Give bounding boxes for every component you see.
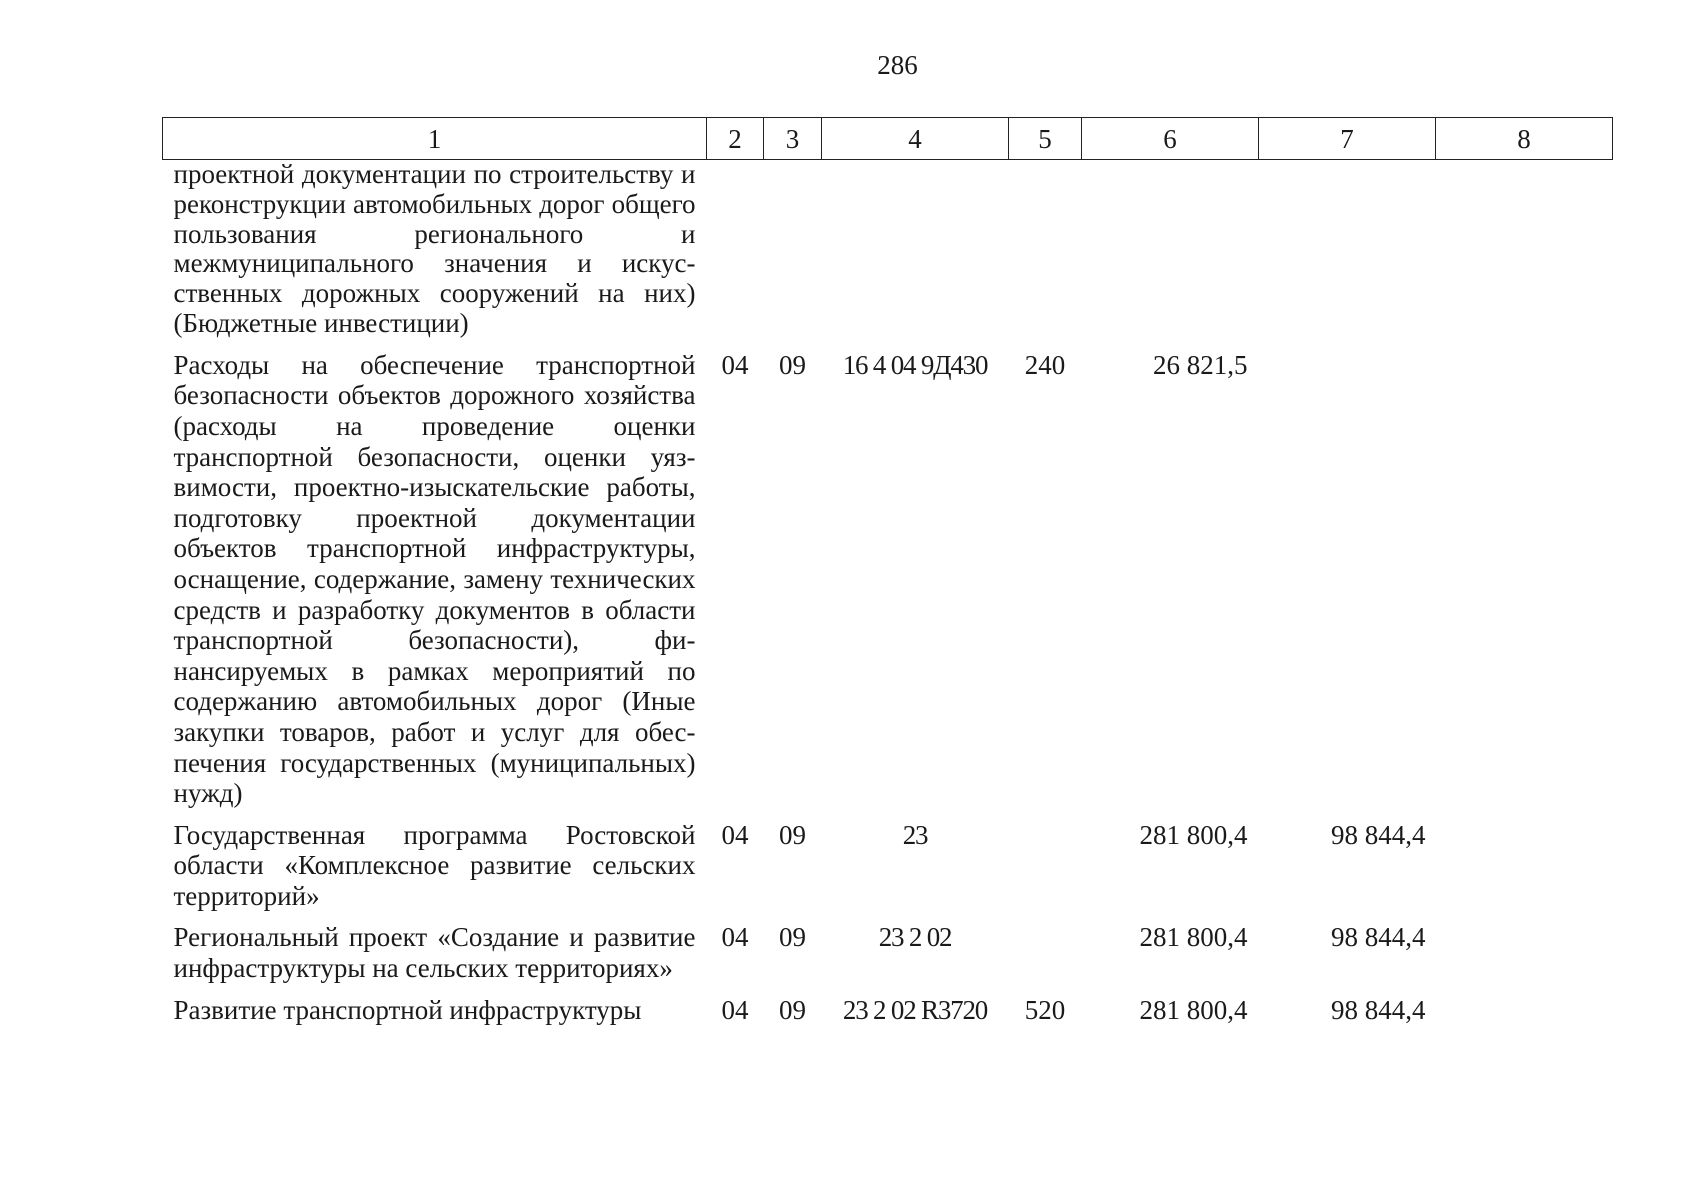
table-row <box>163 160 1613 350</box>
row-target-article-code: 16 4 04 9Д430 <box>842 349 988 380</box>
table-row <box>163 995 1613 1026</box>
column-header-3: 3 <box>764 118 822 160</box>
row-description: Расходы на обеспечение транспортной безопасности объектов дорожного хозяйства (расходы на проведение оценки транспортной безопасности, оценки уязвимости, проектно-изыскательские работы, подготовку проектной документации объектов транспортной инфраструктуры, оснащение, содержание, замену технических средств и разработку документов в области транспортной безопасности), финансируемых в рамках мероприятий по содержанию автомобильных дорог (Иные закупки товаров, работ и услуг для обеспечения государственных (муниципальных) нужд) <box>173 349 696 809</box>
row-amount-col8 <box>1436 922 1613 994</box>
row-section-code: 04 <box>721 819 749 850</box>
row-subsection-code: 09 <box>779 819 806 850</box>
row-amount-col8 <box>1436 350 1613 820</box>
row-description: проектной документации по строительству и реконструкции автомобильных дорог общего пользования регионального и межмуниципального значения и искусственных дорожных сооружений на них) (Бюджетные инвестиции) <box>173 159 696 338</box>
row-amount-col7: 98 844,4 <box>1331 819 1426 850</box>
table-row <box>163 922 1613 994</box>
row-target-article-code <box>822 160 1009 350</box>
page-number: 286 <box>877 50 918 80</box>
row-amount-col6: 26 821,5 <box>1153 349 1248 380</box>
column-header-5: 5 <box>1009 118 1082 160</box>
row-target-article-code: 23 2 02 R3720 <box>842 994 988 1025</box>
row-section-code: 04 <box>721 349 749 380</box>
row-amount-col6: 281 800,4 <box>1139 994 1248 1025</box>
row-section-code: 04 <box>721 994 749 1025</box>
budget-table <box>162 117 1613 1025</box>
column-header-8: 8 <box>1436 118 1613 160</box>
row-amount-col6: 281 800,4 <box>1139 922 1248 953</box>
row-target-article-code: 23 2 02 <box>878 922 952 953</box>
row-subsection-code: 09 <box>779 349 806 380</box>
row-subsection-code <box>764 160 822 350</box>
row-section-code: 04 <box>721 922 749 953</box>
row-expense-type-code: 520 <box>1024 994 1066 1025</box>
column-header-1: 1 <box>163 118 707 160</box>
row-subsection-code: 09 <box>779 994 806 1025</box>
column-header-6: 6 <box>1082 118 1259 160</box>
row-description: Развитие транспортной инфраструктуры <box>173 994 642 1025</box>
row-amount-col7 <box>1259 160 1436 350</box>
row-amount-col7 <box>1259 350 1436 820</box>
row-subsection-code: 09 <box>779 922 806 953</box>
table-row <box>163 820 1613 923</box>
row-amount-col8 <box>1436 820 1613 923</box>
column-header-7: 7 <box>1259 118 1436 160</box>
table-row <box>163 350 1613 820</box>
row-target-article-code: 23 <box>902 819 928 850</box>
column-header-2: 2 <box>707 118 764 160</box>
row-section-code <box>707 160 764 350</box>
header-row <box>163 118 1613 160</box>
table-body <box>163 160 1613 1026</box>
row-amount-col8 <box>1436 160 1613 350</box>
row-expense-type-code <box>1009 820 1082 923</box>
row-amount-col7: 98 844,4 <box>1331 922 1426 953</box>
row-amount-col6: 281 800,4 <box>1139 819 1248 850</box>
row-amount-col8 <box>1436 995 1613 1026</box>
table-header <box>163 118 1613 160</box>
row-amount-col7: 98 844,4 <box>1331 994 1426 1025</box>
row-expense-type-code <box>1009 160 1082 350</box>
row-description: Государственная программа Ростовской области «Комплексное развитие сельских территорий» <box>173 819 696 911</box>
row-amount-col6 <box>1082 160 1259 350</box>
row-expense-type-code <box>1009 922 1082 994</box>
row-expense-type-code: 240 <box>1024 349 1066 380</box>
column-header-4: 4 <box>822 118 1009 160</box>
row-description: Региональный проект «Создание и развитие инфраструктуры на сельских территориях» <box>173 922 696 984</box>
